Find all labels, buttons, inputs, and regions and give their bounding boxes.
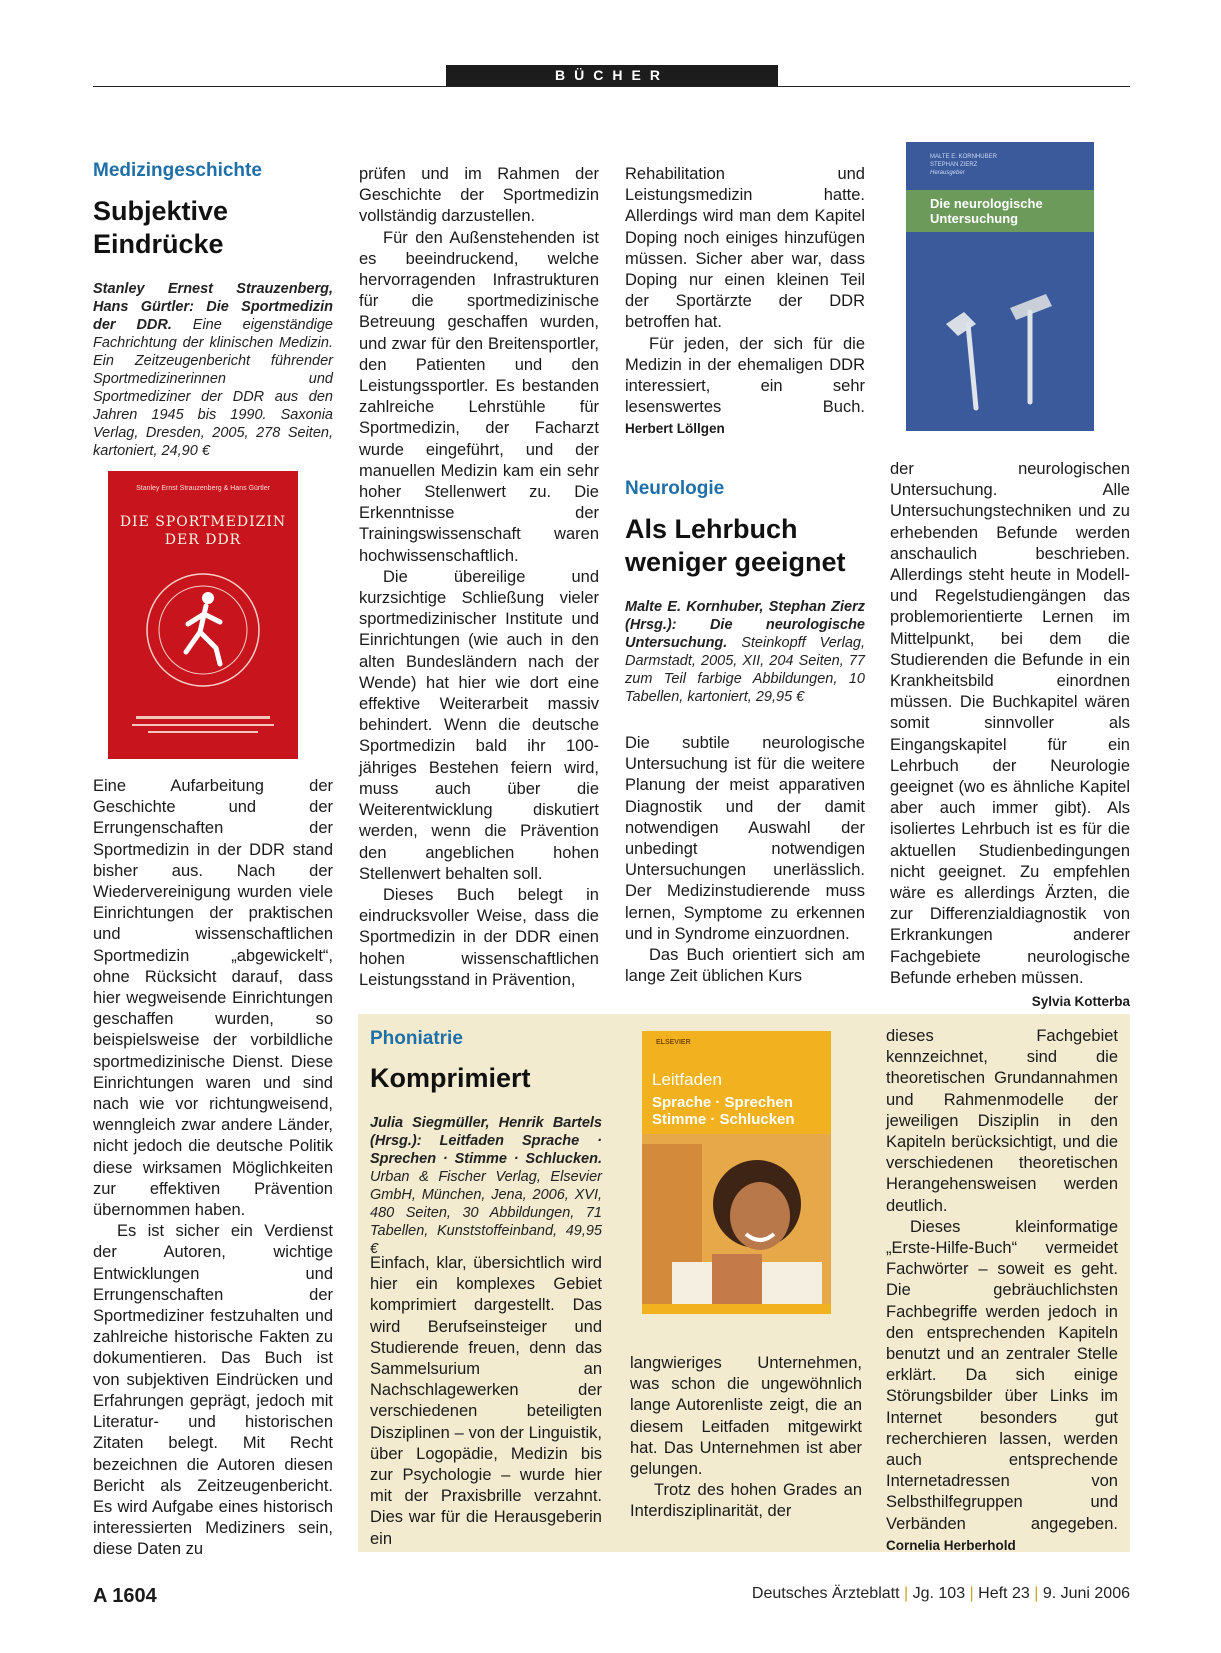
book-cover-neurologische-untersuchung: MALTE E. KORNHUBER STEPHAN ZIERZ Herausgeber Die neurologische Untersuchung: [906, 142, 1094, 431]
review3-column4-text: dieses Fachgebiet kennzeichnet, sind die theoretischen Grundannahmen und Rahmenmodelle der jeweiligen Disziplin in den Kapiteln berücksichtigt, und die verschiedenen theoretischen Herangehensweisen werden deutlich. Dieses kleinformatige „Erste-Hilfe-Buch“ vermeidet Fachwörter – soweit es geht. Die gebräuchlichsten Fachbegriffe werden jedoch in den entsprechenden Kapiteln benutzt und an zentraler Stelle erklärt. Da sich einige Störungsbilder über Links im Internet besonders gut recherchieren lassen, werden auch entsprechende Internetadressen von Selbsthilfegruppen und Verbänden angegeben. Cornelia Herberhold: [886, 1027, 1118, 1553]
journal-issue: Heft 23: [978, 1585, 1030, 1602]
journal-name: Deutsches Ärzteblatt: [751, 1585, 900, 1602]
runner-emblem-icon: [108, 560, 298, 710]
category-medizingeschichte: Medizingeschichte: [93, 160, 262, 181]
review2-author: Sylvia Kotterba: [1031, 994, 1130, 1010]
book-reference-review2: Malte E. Kornhuber, Stephan Zierz (Hrsg.): Die neurologische Untersuchung. Steinkopff Verlag, Darmstadt, 2005, XII, 204 Seiten, 77 zum Teil farbige Abbildungen, 10 Tabellen, kartoniert, 29,95 €: [625, 599, 866, 705]
review3-column2-text: Einfach, klar, übersichtlich wird hier ein komplexes Gebiet komprimiert dargestellt. Das wird Berufseinsteiger und Studierende freuen, denn das Sammelsurium an Nachschlagewerken der verschiedenen beteiligten Disziplinen – von der Linguistik, über Logopädie, Medizin bis zur Psychologie – wurde hier mit der Praxisbrille verzahnt. Dies war für die Herausgeberin ein: [370, 1254, 602, 1548]
journal-volume: Jg. 103: [912, 1585, 966, 1602]
headline-review3: Komprimiert: [370, 1063, 531, 1093]
headline-review2: Als Lehrbuch weniger geeignet: [625, 514, 846, 577]
header-rule: [93, 86, 1130, 87]
review3-author: Cornelia Herberhold: [886, 1537, 1016, 1553]
reflex-hammer-icon: [906, 232, 1094, 422]
journal-footer: Deutsches Ärzteblatt | Jg. 103 | Heft 23 | 9. Juni 2006: [751, 1585, 1130, 1602]
child-reading-photo-icon: [642, 1134, 831, 1304]
review2-column4-text: der neurologischen Untersuchung. Alle Untersuchungstechniken und zu erhebenden Befunde werden anschaulich beschrieben. Allerdings steht heute in Modell- und Regelstudiengängen das problemorientierte Lernen im Mittelpunkt, bei dem die Studierenden die Befunde in ein Krankheitsbild einordnen müssen. Die Buchkapitel wären somit sinnvoller als Eingangskapitel für ein Lehrbuch der Neurologie geeignet (wo es ähnliche Kapitel aber auch immer gibt). Als isoliertes Lehrbuch ist es für die aktuellen Studienbedingungen nicht geeignet. Zu empfehlen wäre es allerdings Ärzten, die zur Differenzialdiagnostik von Erkrankungen anderer Fachgebiete neurologische Befunde erheben müssen. Sylvia Kotterba: [890, 459, 1130, 1012]
review2-column3-text: Die subtile neurologische Untersuchung ist für die weitere Planung der meist apparativen Diagnostik und der damit notwendigen Auswahl der unbedingt notwendigen Untersuchungen unerlässlich. Der Medizinstudierende muss lernen, Symptome zu erkennen und in Syndrome einzuordnen. Das Buch orientiert sich am lange Zeit üblichen Kurs: [625, 734, 865, 986]
review1-column2-text: prüfen und im Rahmen der Geschichte der Sportmedizin vollständig darzustellen. Für den Außenstehenden ist es beeindruckend, welche hervorragenden Infrastrukturen für die sportmedizinische Betreuung geschaffen wurden, und zwar für den Breitensportler, den Patienten und den Leistungssportler. Es bestanden zahlreiche Lehrstühle für Sportmedizin, der Facharzt wurde eingeführt, und der manuellen Medizin kam ein sehr hoher Stellenwert zu. Die Erkenntnisse der Trainingswissenschaft waren hochwissenschaftlich. Die übereilige und kurzsichtige Schließung vieler sportmedizinischer Institute und Einrichtungen (wie auch in den alten Bundesländern nach der Wende) hat hier wie dort eine effektive Weiterarbeit massiv behindert. Wenn die deutsche Sportmedizin bald ihr 100-jähriges Bestehen feiern wird, muss auch über die Weiterentwicklung diskutiert werden, wenn die Prävention den angeblichen hohen Stellenwert behalten soll. Dieses Buch belegt in eindrucksvoller Weise, dass die Sportmedizin in der DDR einen hohen wissenschaftlichen Leistungsstand in Prävention,: [359, 165, 599, 989]
book-reference-review1: Stanley Ernest Strauzenberg, Hans Gürtler: Die Sportmedizin der DDR. Eine eigenständige Fachrichtung der klinischen Medizin. Ein Zeitzeugenbericht führender Sportmedizinerinnen und Sportmediziner der DDR aus den Jahren 1945 bis 1990. Saxonia Verlag, Dresden, 2005, 278 Seiten, kartoniert, 24,90 €: [93, 281, 333, 459]
headline-review1: Subjektive Eindrücke: [93, 196, 229, 259]
review3-column3-text: langwieriges Unternehmen, was schon die ungewöhnlich lange Autorenliste zeigt, die an diesem Leitfaden mitgewirkt hat. Das Unternehmen ist aber gelungen. Trotz des hohen Grades an Interdisziplinarität, der: [630, 1354, 862, 1521]
book-reference-review3: Julia Siegmüller, Henrik Bartels (Hrsg.): Leitfaden Sprache · Sprechen · Stimme · Schlucken. Urban & Fischer Verlag, Elsevier GmbH, München, Jena, 2006, XVI, 480 Seiten, 30 Abbildungen, 71 Tabellen, Kunststoffeinband, 49,95 €: [370, 1115, 602, 1257]
review1-column1-text: Eine Aufarbeitung der Geschichte und der Errungenschaften der Sportmedizin in der DDR stand bisher aus. Nach der Wiedervereinigung wurden viele Einrichtungen der praktischen und wissenschaftlichen Sportmedizin „abgewickelt“, ohne Rücksicht darauf, dass hier wegweisende Einrichtungen geschaffen wurden, so beispielsweise der vorbildliche sportmedizinische Dienst. Diese Einrichtungen waren und sind nach wie vor richtungweisend, wenngleich zwar andere Länder, nicht jedoch die deutsche Politik diese wirksamen Möglichkeiten zur effektiven Prävention übernommen haben. Es ist sicher ein Verdienst der Autoren, wichtige Entwicklungen und Errungenschaften der Sportmediziner festzuhalten und zahlreiche historische Fakten zu dokumentieren. Das Buch ist von subjektiven Eindrücken und Erfahrungen geprägt, jedoch mit Literatur- und historischen Zitaten belegt. Mit Recht bezeichnen die Autoren diesen Bericht als Zeitzeugenbericht. Es wird Aufgabe eines historisch interessierten Mediziners sein, diese Daten zu: [93, 777, 333, 1559]
page-number: A 1604: [93, 1585, 157, 1607]
book-cover-leitfaden: ELSEVIER Leitfaden Sprache · Sprechen Stimme · Schlucken: [642, 1031, 831, 1314]
category-phoniatrie: Phoniatrie: [370, 1028, 463, 1049]
book-cover-sportmedizin: Stanley Ernst Strauzenberg & Hans Gürtler DIE SPORTMEDIZIN DER DDR: [108, 471, 298, 759]
section-title: BÜCHER: [446, 65, 778, 86]
review1-column3-text: Rehabilitation und Leistungsmedizin hatte. Allerdings wird man dem Kapitel Doping noch einiges hinzufügen müssen. Sicher aber war, dass Doping nur einen kleinen Teil der Sportärzte der DDR betroffen hat. Für jeden, der sich für die Medizin in der ehemaligen DDR interessiert, ein sehr lesenswertes Buch. Herbert Löllgen: [625, 165, 865, 437]
journal-date: 9. Juni 2006: [1042, 1585, 1130, 1602]
category-neurologie: Neurologie: [625, 478, 725, 499]
review1-author: Herbert Löllgen: [625, 421, 725, 437]
